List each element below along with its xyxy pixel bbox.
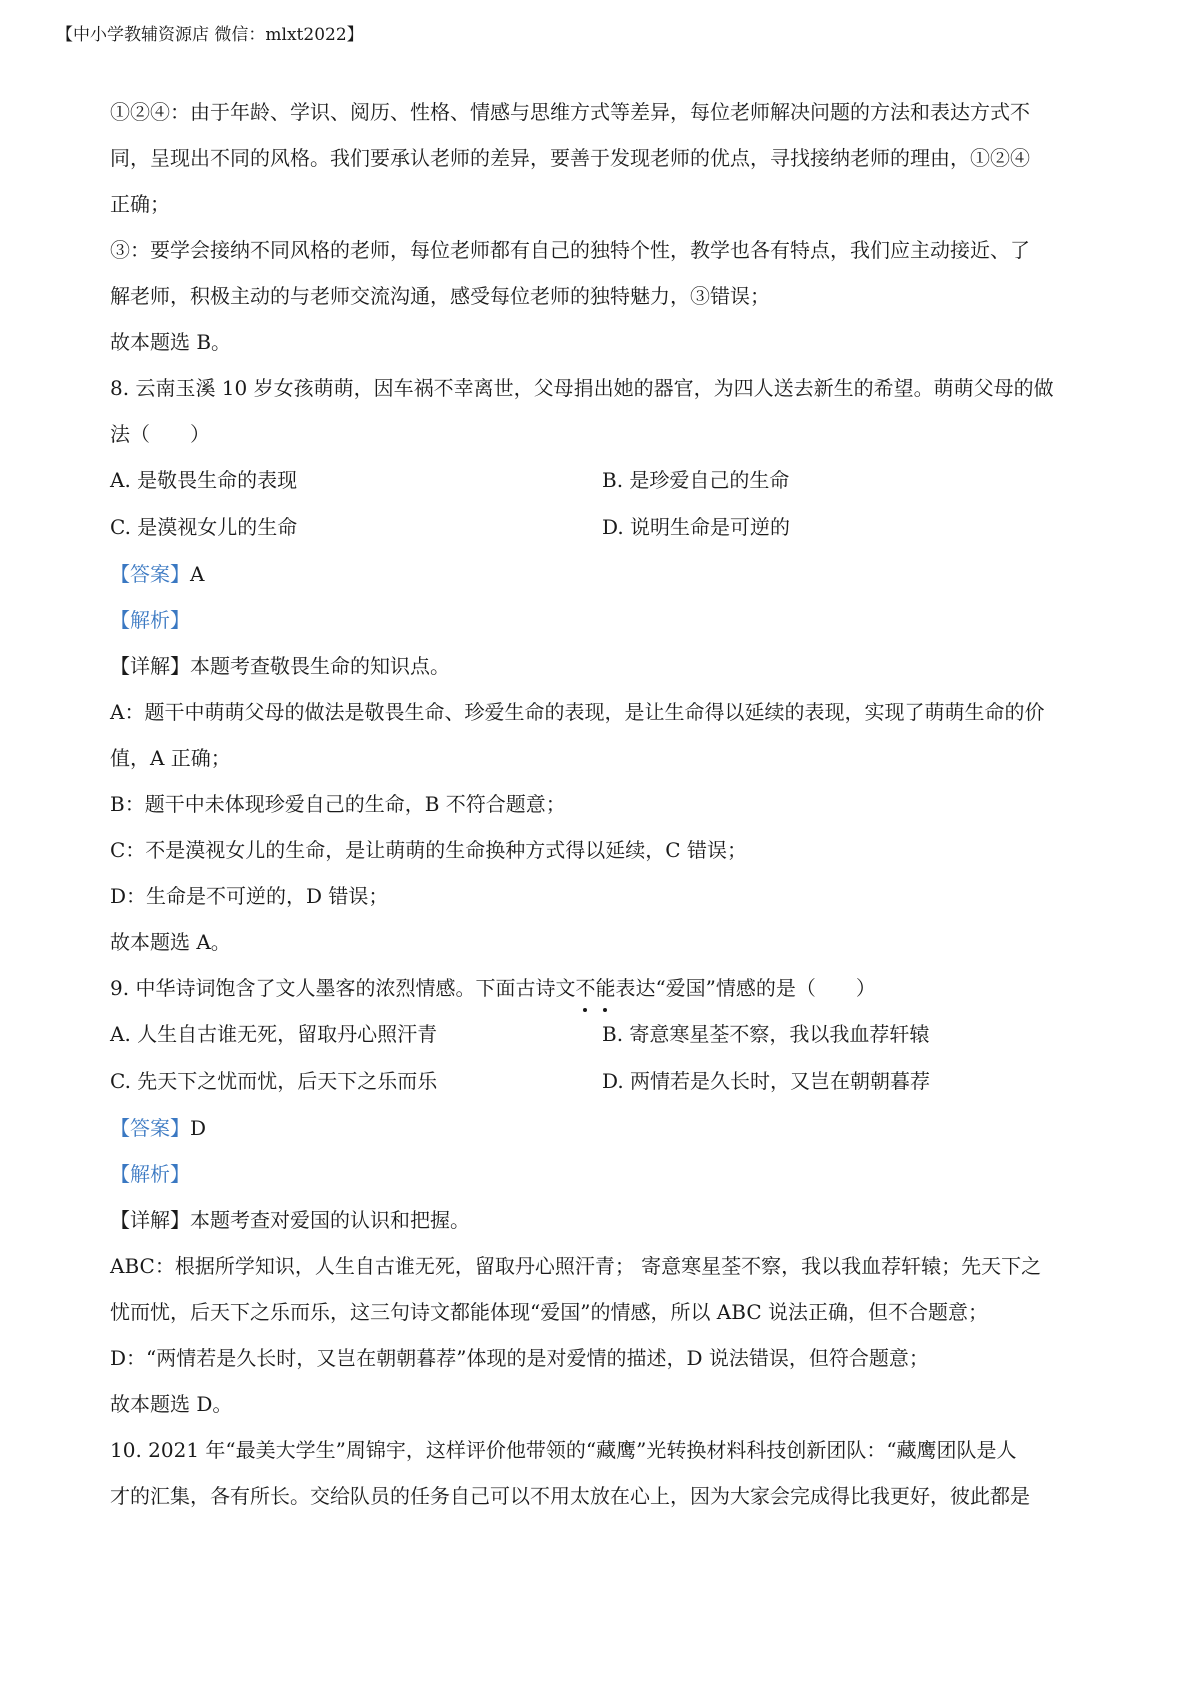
q9-option-b: B. 寄意寒星荃不察，我以我血荐轩辕 [602, 1022, 930, 1046]
q9-explain-line: D：“两情若是久长时，又岂在朝朝暮荐”体现的是对爱情的描述，D 说法错误，但符合题意； [110, 1346, 929, 1370]
q8-conclusion: 故本题选 A。 [110, 930, 231, 954]
watermark-header: 【中小学教辅资源店 微信：mlxt2022】 [56, 25, 364, 45]
q7-explain-line: 同，呈现出不同的风格。我们要承认老师的差异，要善于发现老师的优点，寻找接纳老师的理由，①②④ [110, 146, 1030, 170]
emphasis-char: 能 [595, 972, 615, 1004]
q7-explain-line: ①②④：由于年龄、学识、阅历、性格、情感与思维方式等差异，每位老师解决问题的方法和表达方式不 [110, 100, 1030, 124]
q9-explain-line: 忧而忧，后天下之乐而乐，这三句诗文都能体现“爱国”的情感，所以 ABC 说法正确，但不合题意； [110, 1300, 988, 1324]
q9-stem: 9. 中华诗词饱含了文人墨客的浓烈情感。下面古诗文不能表达“爱国”情感的是（ ） [110, 972, 1100, 1018]
q8-analysis [110, 604, 1100, 650]
emphasis-char: 不 [575, 972, 595, 1004]
q8-option-c: C. 是漠视女儿的生命 [110, 515, 298, 539]
answer-value: A [190, 562, 205, 586]
q9-option-d: D. 两情若是久长时，又岂在朝朝暮荐 [602, 1069, 931, 1093]
q8-option-row [110, 511, 1100, 558]
q8-explain-line: 值，A 正确； [110, 746, 231, 770]
q8-explain-line: D：生命是不可逆的，D 错误； [110, 884, 389, 908]
q8-answer [110, 558, 1100, 604]
q9-detail: 【详解】本题考查对爱国的认识和把握。 [110, 1208, 470, 1232]
analysis-tag: 【解析】 [110, 608, 190, 632]
q8-option-d: D. 说明生命是可逆的 [602, 515, 791, 539]
q9-answer [110, 1112, 1100, 1158]
q8-explain-line: C：不是漠视女儿的生命，是让萌萌的生命换种方式得以延续，C 错误； [110, 838, 747, 862]
answer-tag: 【答案】 [110, 562, 190, 586]
q7-explain-line: 正确； [110, 192, 170, 216]
q8-stem-line: 法（ ） [110, 422, 210, 446]
q7-conclusion: 故本题选 B。 [110, 330, 232, 354]
document-body [110, 96, 1100, 1526]
q8-explain-line: B：题干中未体现珍爱自己的生命，B 不符合题意； [110, 792, 566, 816]
q8-option-b: B. 是珍爱自己的生命 [602, 468, 790, 492]
q9-analysis [110, 1158, 1100, 1204]
q10-stem-line: 才的汇集，各有所长。交给队员的任务自己可以不用太放在心上，因为大家会完成得比我更好，彼此都是 [110, 1484, 1030, 1508]
q9-conclusion: 故本题选 D。 [110, 1392, 233, 1416]
q7-explain-line: 解老师，积极主动的与老师交流沟通，感受每位老师的独特魅力，③错误； [110, 284, 770, 308]
answer-tag: 【答案】 [110, 1116, 190, 1140]
q9-option-c: C. 先天下之忧而忧，后天下之乐而乐 [110, 1069, 438, 1093]
q9-option-a: A. 人生自古谁无死，留取丹心照汗青 [110, 1022, 438, 1046]
q9-option-row [110, 1065, 1100, 1112]
q8-option-a: A. 是敬畏生命的表现 [110, 468, 298, 492]
q7-explain-line: ③：要学会接纳不同风格的老师，每位老师都有自己的独特个性，教学也各有特点，我们应主动接近、了 [110, 238, 1030, 262]
q10-stem-line: 10. 2021 年“最美大学生”周锦宇，这样评价他带领的“藏鹰”光转换材料科技创新团队：“藏鹰团队是人 [110, 1438, 1017, 1462]
q8-detail: 【详解】本题考查敬畏生命的知识点。 [110, 654, 450, 678]
q9-explain-line: ABC：根据所学知识，人生自古谁无死，留取丹心照汗青； 寄意寒星荃不察，我以我血荐轩辕；先天下之 [110, 1254, 1042, 1278]
q8-explain-line: A：题干中萌萌父母的做法是敬畏生命、珍爱生命的表现，是让生命得以延续的表现，实现了萌萌生命的价 [110, 700, 1045, 724]
answer-value: D [190, 1116, 207, 1140]
q8-stem-line: 8. 云南玉溪 10 岁女孩萌萌，因车祸不幸离世，父母捐出她的器官，为四人送去新生的希望。萌萌父母的做 [110, 376, 1054, 400]
q8-option-row [110, 464, 1100, 511]
q9-option-row [110, 1018, 1100, 1065]
analysis-tag: 【解析】 [110, 1162, 190, 1186]
